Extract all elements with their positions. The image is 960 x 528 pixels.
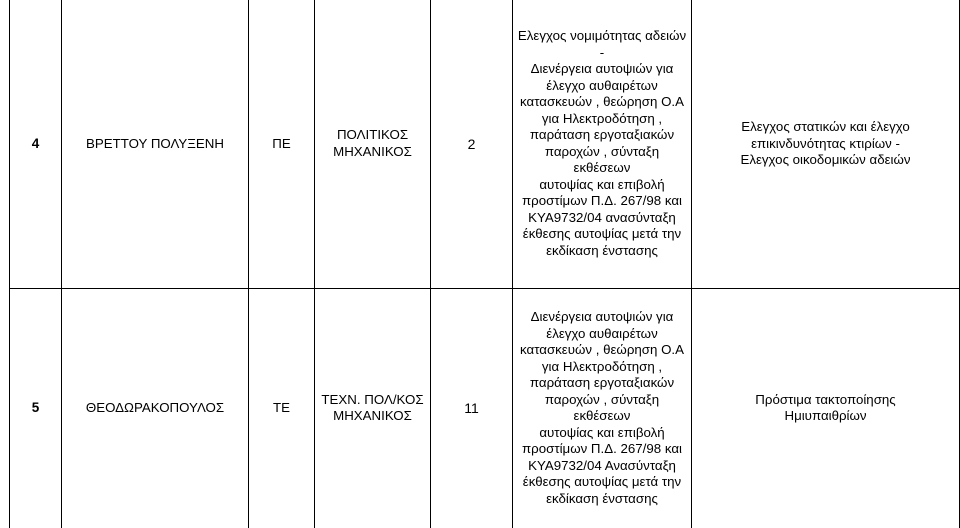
employee-count: 11 <box>431 288 513 528</box>
duties-notes: Ελεγχος στατικών και έλεγχο επικινδυνότητας κτιρίων - Ελεγχος οικοδομικών αδειών <box>692 0 960 288</box>
employee-category: ΤΕ <box>249 288 315 528</box>
employee-name: ΘΕΟΔΩΡΑΚΟΠΟΥΛΟΣ <box>62 288 249 528</box>
table-row <box>10 0 960 288</box>
employee-count: 2 <box>431 0 513 288</box>
table-row <box>10 288 960 528</box>
employee-specialty: ΤΕΧΝ. ΠΟΛ/ΚΟΣ ΜΗΧΑΝΙΚΟΣ <box>315 288 431 528</box>
duties-description: Ελεγχος νομιμότητας αδειών - Διενέργεια αυτοψιών για έλεγχο αυθαιρέτων κατασκευών , θεώρηση Ο.Α για Ηλεκτροδότηση , παράταση εργοταξιακών παροχών , σύνταξη εκθέσεων αυτοψίας και επιβολή προστίμων Π.Δ. 267/98 και ΚΥΑ9732/04 ανασύνταξη έκθεσης αυτοψίας μετά την εκδίκαση ένστασης <box>513 0 692 288</box>
row-number: 4 <box>10 0 62 288</box>
employee-category: ΠΕ <box>249 0 315 288</box>
employee-name: ΒΡΕΤΤΟΥ ΠΟΛΥΞΕΝΗ <box>62 0 249 288</box>
employee-specialty: ΠΟΛΙΤΙΚΟΣ ΜΗΧΑΝΙΚΟΣ <box>315 0 431 288</box>
staff-table <box>9 0 960 528</box>
duties-notes: Πρόστιμα τακτοποίησης Ημιυπαιθρίων <box>692 288 960 528</box>
row-number: 5 <box>10 288 62 528</box>
duties-description: Διενέργεια αυτοψιών για έλεγχο αυθαιρέτων κατασκευών , θεώρηση Ο.Α για Ηλεκτροδότηση , παράταση εργοταξιακών παροχών , σύνταξη εκθέσεων αυτοψίας και επιβολή προστίμων Π.Δ. 267/98 και ΚΥΑ9732/04 Ανασύνταξη έκθεσης αυτοψίας μετά την εκδίκαση ένστασης <box>513 288 692 528</box>
